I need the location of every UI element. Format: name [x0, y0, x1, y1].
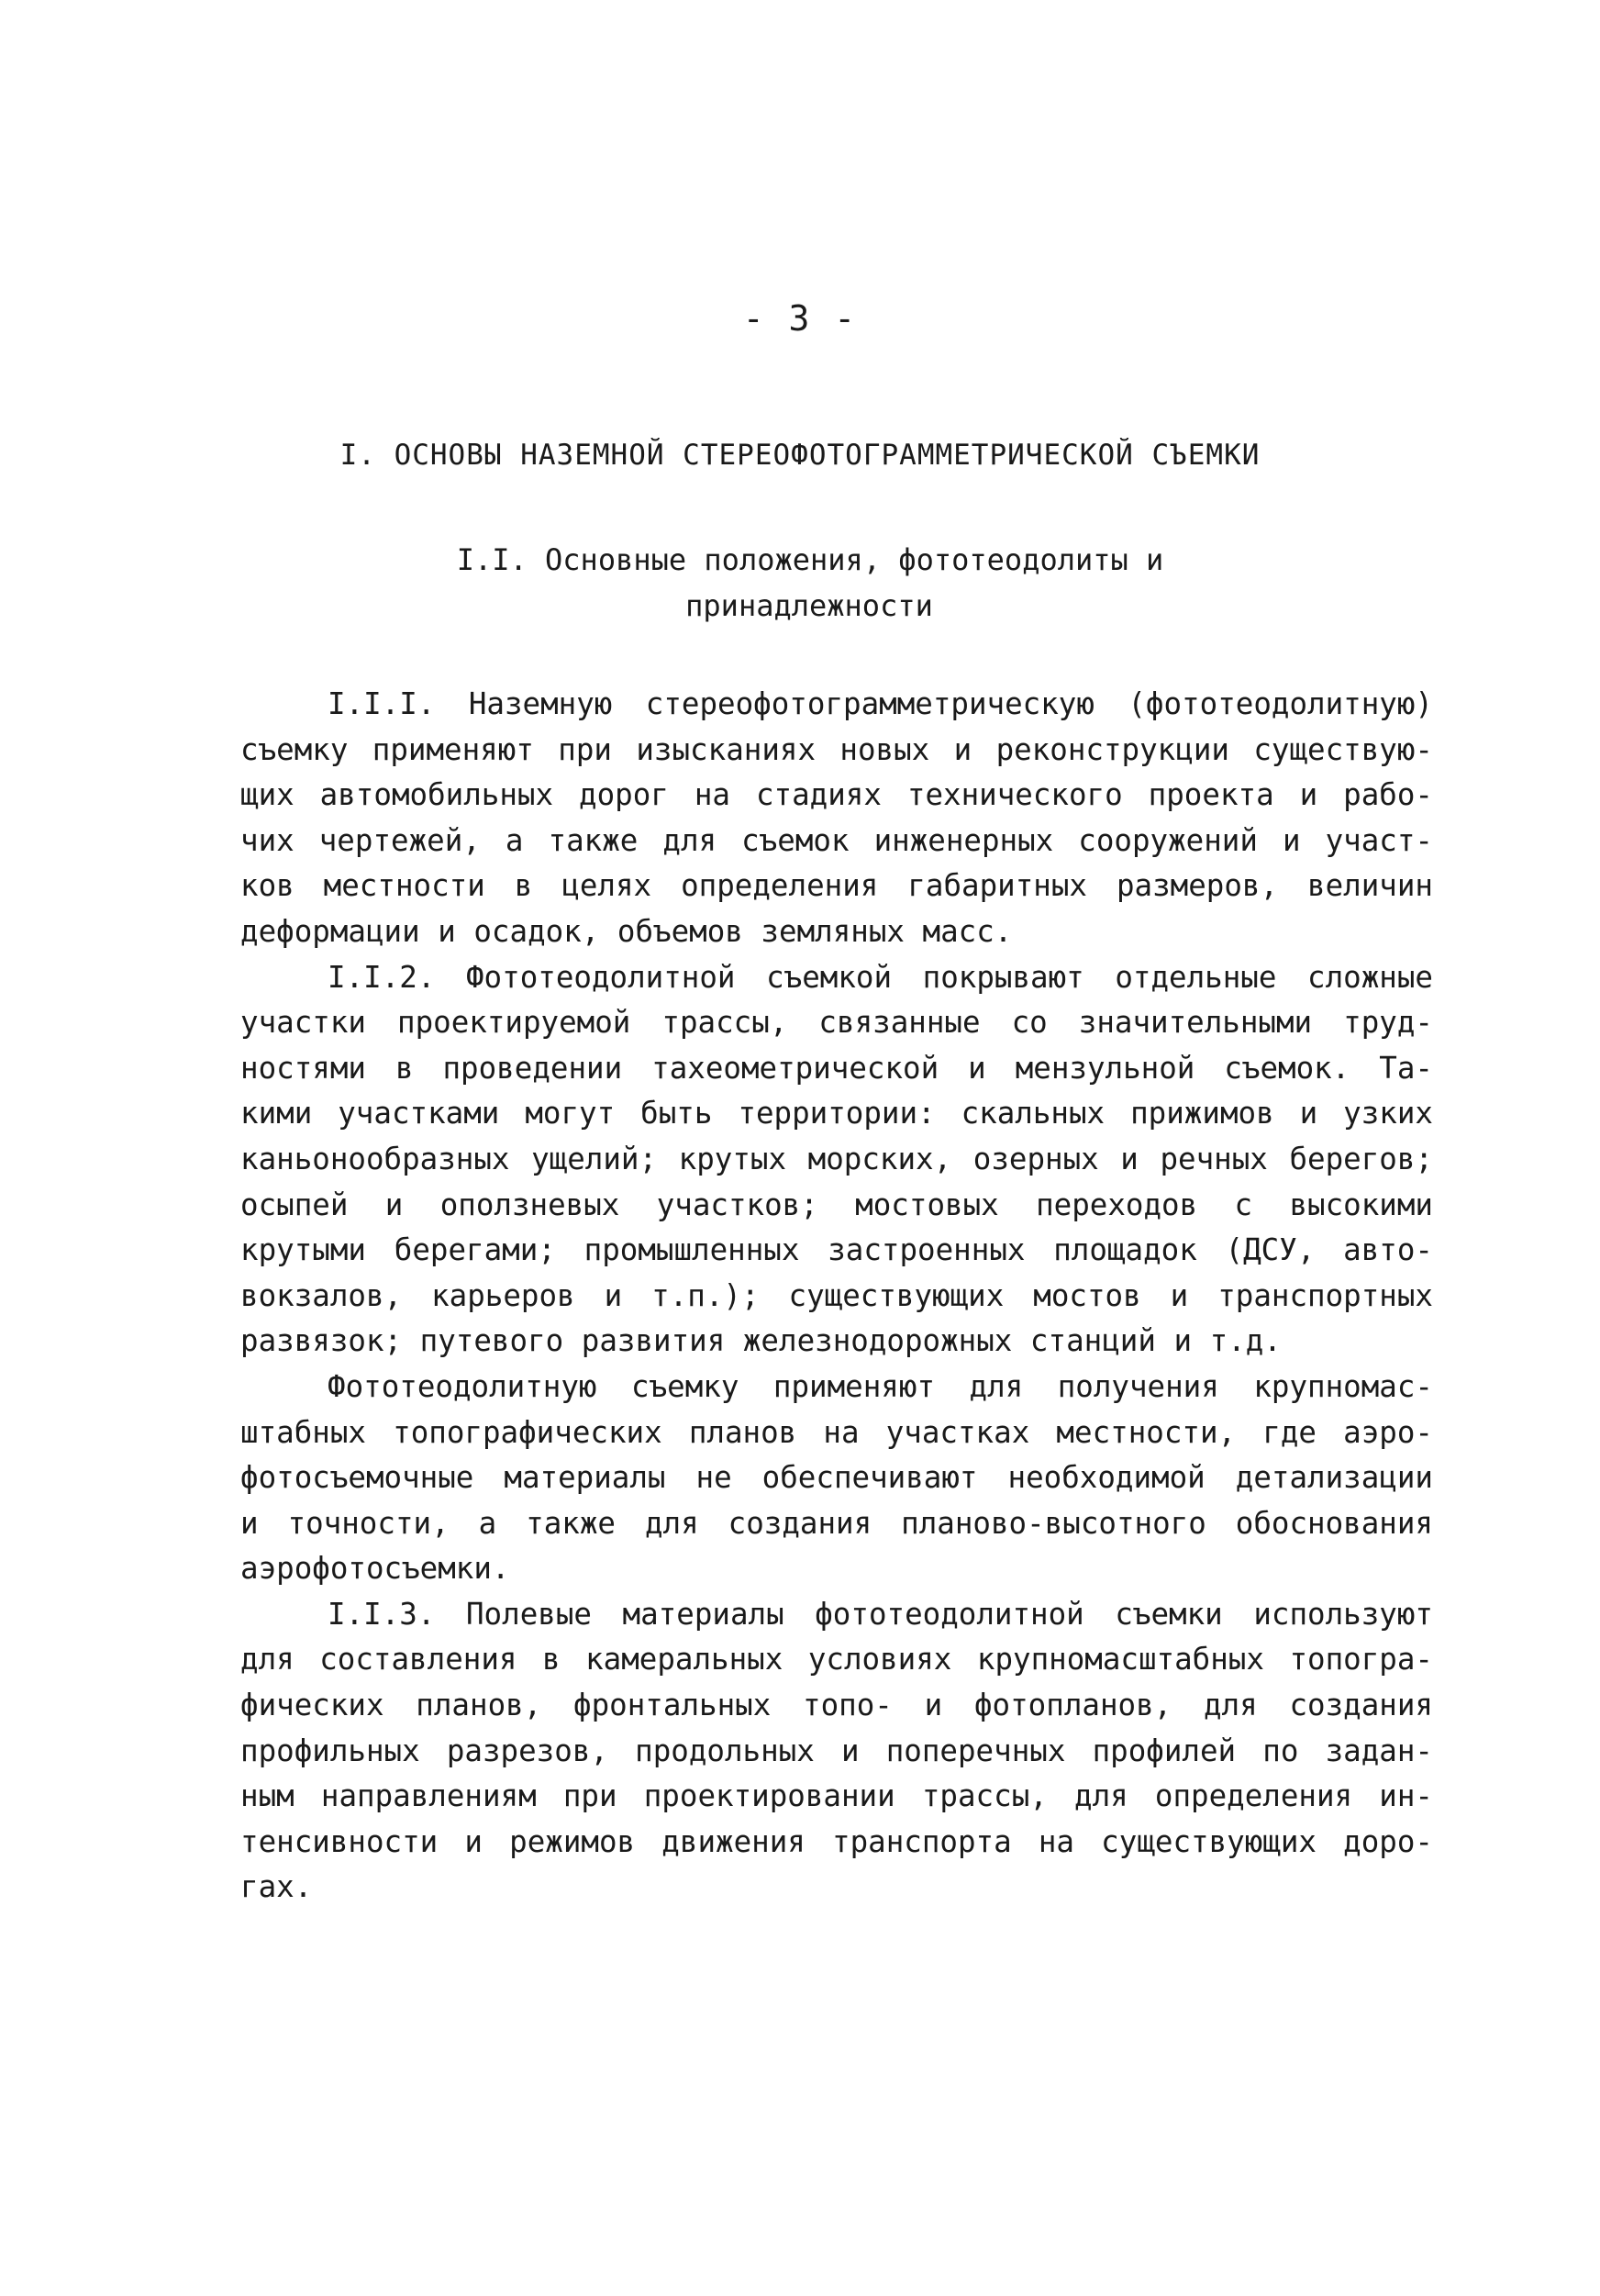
body-line: для составления в камеральных условиях крупномасштабных топогра- — [240, 1642, 1433, 1677]
chapter-title: I. ОСНОВЫ НАЗЕМНОЙ СТЕРЕОФОТОГРАММЕТРИЧЕСКОЙ СЪЕМКИ — [339, 439, 1261, 472]
body-line: каньонообразных ущелий; крутых морских, озерных и речных берегов; — [240, 1141, 1433, 1176]
body-line: осыпей и оползневых участков; мостовых переходов с высокими — [240, 1187, 1433, 1222]
body-line: крутыми берегами; промышленных застроенных площадок (ДСУ, авто- — [240, 1232, 1433, 1268]
body-line: ным направлениям при проектировании трассы, для определения ин- — [240, 1778, 1433, 1814]
body-line: тенсивности и режимов движения транспорта на существующих доро- — [240, 1823, 1433, 1859]
body-line: I.I.I. Наземную стереофотограмметрическую (фототеодолитную) — [328, 686, 1433, 721]
body-line: I.I.2. Фототеодолитной съемкой покрывают отдельные сложные — [328, 959, 1433, 995]
body-text — [240, 682, 1433, 1911]
body-line: кими участками могут быть территории: скальных прижимов и узких — [240, 1096, 1433, 1131]
section-title-line-2: принадлежности — [685, 588, 933, 623]
section-title-line-1: I.I. Основные положения, фототеодолиты и — [456, 542, 1164, 577]
body-line: вокзалов, карьеров и т.п.); существующих мостов и транспортных — [240, 1277, 1433, 1313]
body-line: съемку применяют при изысканиях новых и реконструкции существую- — [240, 731, 1433, 767]
body-line: I.I.3. Полевые материалы фототеодолитной съемки используют — [328, 1596, 1433, 1632]
section-title — [0, 537, 1600, 629]
body-line: и точности, а также для создания планово-высотного обоснования — [240, 1505, 1433, 1541]
body-line: участки проектируемой трассы, связанные со значительными труд- — [240, 1005, 1433, 1041]
body-line: профильных разрезов, продольных и поперечных профилей по задан- — [240, 1733, 1433, 1768]
body-line: фических планов, фронтальных топо- и фотопланов, для создания — [240, 1688, 1433, 1723]
body-line: штабных топографических планов на участках местности, где аэро- — [240, 1414, 1433, 1450]
body-line: щих автомобильных дорог на стадиях технического проекта и рабо- — [240, 777, 1433, 813]
body-line: ков местности в целях определения габаритных размеров, величин — [240, 868, 1433, 904]
body-line: ностями в проведении тахеометрической и мензульной съемок. Та- — [240, 1050, 1433, 1086]
body-line: гах. — [240, 1869, 313, 1905]
body-line: чих чертежей, а также для съемок инженерных сооружений и участ- — [240, 822, 1433, 858]
body-line: аэрофотосъемки. — [240, 1551, 510, 1587]
page-number: - 3 - — [742, 298, 858, 339]
body-line: фотосъемочные материалы не обеспечивают необходимой детализации — [240, 1460, 1433, 1496]
body-line: деформации и осадок, объемов земляных масс. — [240, 913, 1013, 949]
body-line: развязок; путевого развития железнодорожных станций и т.д. — [240, 1323, 1282, 1359]
body-line: Фототеодолитную съемку применяют для получения крупномас- — [328, 1368, 1433, 1404]
